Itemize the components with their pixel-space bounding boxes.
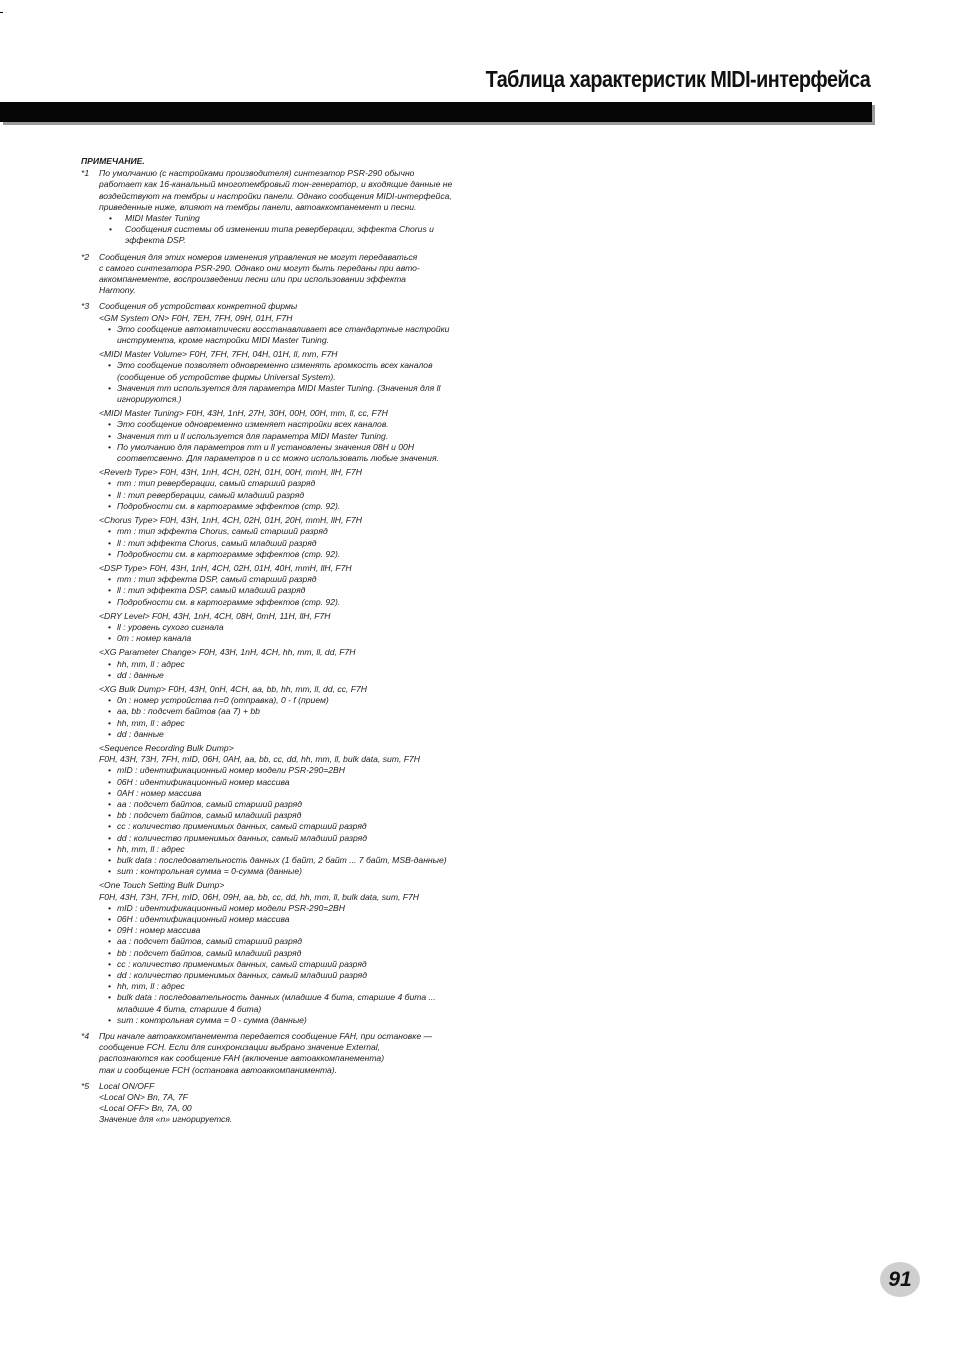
- footnote-body: [99, 1031, 481, 1076]
- bullet-item: • ll : уровень сухого сигнала: [99, 622, 481, 633]
- bullet-item: • mID : идентификационный номер модели PSR-290=2BH: [99, 903, 481, 914]
- bullet-item: • dd : данные: [99, 670, 481, 681]
- message-text: <XG Bulk Dump> F0H, 43H, 0nH, 4CH, aa, bb, hh, mm, ll, dd, cc, F7H: [99, 683, 367, 694]
- message-text: <MIDI Master Tuning> F0H, 43H, 1nH, 27H, 30H, 00H, 00H, mm, ll, cc, F7H: [99, 408, 388, 419]
- message-block: [99, 301, 481, 346]
- bullet-item: • dd : количество применимых данных, самый младший разряд: [99, 833, 481, 844]
- bullet-item: • dd : данные: [99, 729, 481, 740]
- bullet-item: • mm : тип эффекта Chorus, самый старший разряд: [99, 526, 481, 537]
- message-block: [99, 168, 481, 246]
- bullet-item: • mm : тип реверберации, самый старший разряд: [99, 478, 481, 489]
- bullet-item: • bulk data : последовательность данных (1 байт, 2 байт ... 7 байт, MSB-данные): [99, 855, 481, 866]
- title-bar: [0, 102, 872, 122]
- footnote-body: [99, 1081, 481, 1126]
- corner-crop-mark: [0, 12, 3, 13]
- message-text: Local ON/OFF <Local ON> Bn, 7A, 7F <Local OFF> Bn, 7A, 00 Значение для «n» игнорируется.: [99, 1080, 233, 1125]
- footnote-mark: *3: [81, 301, 90, 312]
- footnote-body: [99, 168, 481, 246]
- bullet-item: • bulk data : последовательность данных (младшие 4 бита, старшие 4 бита ... младшие 4 бита, старшие 4 бита): [99, 992, 481, 1014]
- bullet-item: • 0AH : номер массива: [99, 788, 481, 799]
- message-text: Сообщения об устройствах конкретной фирмы <GM System ON> F0H, 7EH, 7FH, 09H, 01H, F7H: [99, 301, 298, 323]
- message-text: <MIDI Master Volume> F0H, 7FH, 7FH, 04H, 01H, ll, mm, F7H: [99, 349, 338, 360]
- bullet-item: • aa : подсчет байтов, самый старший разряд: [99, 799, 481, 810]
- bullet-item: • sum : контрольная сумма = 0-сумма (данные): [99, 866, 481, 877]
- bullet-item: • Подробности см. в картограмме эффектов (стр. 92).: [99, 597, 481, 608]
- bullet-item: • ll : тип реверберации, самый младший разряд: [99, 490, 481, 501]
- bullet-item: • Значения mm используется для параметра MIDI Master Tuning. (Значения для ll игнорируются.): [99, 383, 481, 405]
- message-block: [99, 408, 481, 464]
- bullet-item: • bb : подсчет байтов, самый младший разряд: [99, 810, 481, 821]
- bullet-item: • Сообщения системы об изменении типа реверберации, эффекта Chorus и эффекта DSP.: [99, 224, 481, 246]
- message-text: <Reverb Type> F0H, 43H, 1nH, 4CH, 02H, 01H, 00H, mmH, llH, F7H: [99, 467, 362, 478]
- bullet-item: • aa : подсчет байтов, самый старший разряд: [99, 936, 481, 947]
- bullet-item: • 06H : идентификационный номер массива: [99, 914, 481, 925]
- bullet-item: • 06H : идентификационный номер массива: [99, 777, 481, 788]
- footnote: [81, 252, 481, 297]
- footnote: [81, 301, 481, 1026]
- bullet-item: • dd : количество применимых данных, самый младший разряд: [99, 970, 481, 981]
- bullet-item: • mm : тип эффекта DSP, самый старший разряд: [99, 574, 481, 585]
- message-block: [99, 1031, 481, 1076]
- page-number: 91: [880, 1262, 920, 1297]
- notes-section: [81, 156, 481, 1131]
- message-text: <Chorus Type> F0H, 43H, 1nH, 4CH, 02H, 01H, 20H, mmH, llH, F7H: [99, 515, 362, 526]
- bullet-item: • ll : тип эффекта Chorus, самый младший разряд: [99, 538, 481, 549]
- footnote-mark: *5: [81, 1080, 90, 1091]
- message-text: <DSP Type> F0H, 43H, 1nH, 4CH, 02H, 01H, 40H, mmH, llH, F7H: [99, 562, 352, 573]
- bullet-item: • Значения mm и ll используется для параметра MIDI Master Tuning.: [99, 431, 481, 442]
- footnote-mark: *2: [81, 251, 90, 262]
- bullet-item: • 0m : номер канала: [99, 633, 481, 644]
- footnote-body: [99, 301, 481, 1026]
- bullet-item: • mID : идентификационный номер модели PSR-290=2BH: [99, 765, 481, 776]
- bullet-item: • По умолчанию для параметров mm и ll установлены значения 08H и 00H соответсвенно. Для параметров n и cc можно использовать любые значения.: [99, 442, 481, 464]
- bullet-item: • sum : контрольная сумма = 0 - сумма (данные): [99, 1015, 481, 1026]
- message-text: <DRY Level> F0H, 43H, 1nH, 4CH, 08H, 0mH, 11H, llH, F7H: [99, 610, 331, 621]
- bullet-item: • cc : количество применимых данных, самый старший разряд: [99, 959, 481, 970]
- footnote-list: [81, 168, 481, 1125]
- message-text: <Sequence Recording Bulk Dump> F0H, 43H, 73H, 7FH, mID, 06H, 0AH, aa, bb, cc, dd, hh, mm, ll, bulk data, sum, F7H: [99, 742, 420, 765]
- bullet-item: • ll : тип эффекта DSP, самый младший разряд: [99, 585, 481, 596]
- bullet-item: • Это сообщение автоматически восстанавливает все стандартные настройки инструмента, кроме настройки MIDI Master Tuning.: [99, 324, 481, 346]
- message-block: [99, 880, 481, 1026]
- bullet-item: • 09H : номер массива: [99, 925, 481, 936]
- bullet-item: • 0n : номер устройства n=0 (отправка), 0 - f (прием): [99, 695, 481, 706]
- message-block: [99, 1081, 481, 1126]
- page-title: Таблица характеристик MIDI-интерфейса: [485, 66, 870, 92]
- bullet-item: • hh, mm, ll : адрес: [99, 659, 481, 670]
- message-block: [99, 563, 481, 608]
- message-text: По умолчанию (с настройками производителя) синтезатор PSR-290 обычно работает как 16-канальный многотембровый тон-генератор, и входящие данные не воздействуют на тембры и настройки панели. Однако сообщения MIDI-интерфейса, приведенные ниже, влияют на тембры панели, автоаккомпанемент и песни.: [99, 168, 453, 212]
- message-text: <One Touch Setting Bulk Dump> F0H, 43H, 73H, 7FH, mID, 06H, 09H, aa, bb, cc, dd, hh, mm, ll, bulk data, sum, F7H: [99, 880, 419, 902]
- message-block: [99, 743, 481, 877]
- message-block: [99, 515, 481, 560]
- footnote: [81, 1031, 481, 1076]
- message-text: При начале автоаккомпанемента передается сообщение FAH, при остановке — сообщение FCH. Если для синхронизации выбрано значение External, распознаются как сообщение FAH (включение автоаккомпанемента) так и сообщение FCH (остановка автоаккомпанимента).: [99, 1031, 433, 1075]
- footnote: [81, 1081, 481, 1126]
- footnote-mark: *4: [81, 1031, 90, 1042]
- bullet-item: • Это сообщение одновременно изменяет настройки всех каналов.: [99, 419, 481, 430]
- bullet-item: • aa, bb : подсчет байтов (aa 7) + bb: [99, 706, 481, 717]
- message-block: [99, 252, 481, 297]
- footnote-body: [99, 252, 481, 297]
- bullet-item: • MIDI Master Tuning: [99, 213, 481, 224]
- bullet-item: • Это сообщение позволяет одновременно изменять громкость всех каналов (сообщение об устройстве фирмы Universal System).: [99, 360, 481, 382]
- message-block: [99, 611, 481, 645]
- note-heading: ПРИМЕЧАНИЕ.: [81, 156, 145, 166]
- footnote: [81, 168, 481, 246]
- message-block: [99, 684, 481, 740]
- bullet-item: • hh, mm, ll : адрес: [99, 844, 481, 855]
- bullet-item: • Подробности см. в картограмме эффектов (стр. 92).: [99, 549, 481, 560]
- message-block: [99, 647, 481, 681]
- message-block: [99, 467, 481, 512]
- bullet-item: • bb : подсчет байтов, самый младший разряд: [99, 948, 481, 959]
- bullet-item: • Подробности см. в картограмме эффектов (стр. 92).: [99, 501, 481, 512]
- bullet-item: • hh, mm, ll : адрес: [99, 718, 481, 729]
- message-text: <XG Parameter Change> F0H, 43H, 1nH, 4CH, hh, mm, ll, dd, F7H: [99, 647, 356, 658]
- message-block: [99, 349, 481, 405]
- bullet-item: • cc : количество применимых данных, самый старший разряд: [99, 821, 481, 832]
- footnote-mark: *1: [81, 168, 90, 179]
- message-text: Сообщения для этих номеров изменения управления не могут передаваться с самого синтезатора PSR-290. Однако они могут быть переданы при авто- аккомпанементе, воспроизведении песни или при использовании эффекта Harmony.: [99, 251, 420, 296]
- bullet-item: • hh, mm, ll : адрес: [99, 981, 481, 992]
